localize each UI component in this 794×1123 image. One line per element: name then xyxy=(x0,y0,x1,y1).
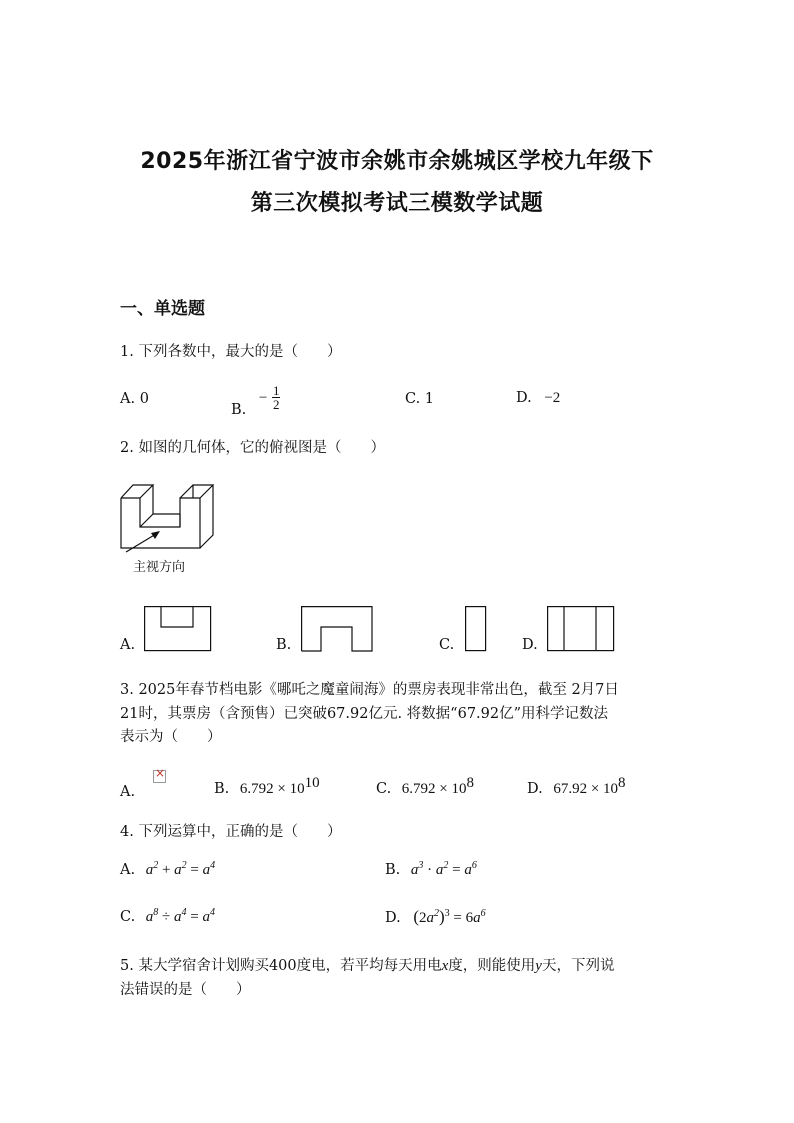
section-heading: 一、单选题 xyxy=(120,299,205,319)
q3-option-b-label: B. xyxy=(214,781,230,797)
q4-option-c xyxy=(120,907,215,926)
q2-figure-caption: 主视方向 xyxy=(133,560,186,575)
q1-option-d-label: D. xyxy=(516,390,532,406)
q1-option-b-label: B. xyxy=(231,401,247,418)
fraction-denominator: 2 xyxy=(272,397,280,412)
q1-option-b-sign: − xyxy=(258,389,268,406)
q1-option-c: C. 1 xyxy=(405,391,435,407)
q4-option-c-expression: $a^8 \div a^4 = a^4$ xyxy=(145,907,215,925)
q5-variable-y: y xyxy=(535,958,542,974)
q3-option-c-base: 6.792 × 10 xyxy=(401,781,467,797)
q4-option-b xyxy=(385,860,477,879)
arrow-icon xyxy=(126,531,160,552)
question-5-line-2: 法错误的是（ ） xyxy=(120,982,251,998)
q5-text-part-3: 天，下列说 xyxy=(541,958,615,974)
q4-option-d-label: D. xyxy=(385,910,401,926)
q3-option-d-label: D. xyxy=(527,781,543,797)
q5-text-part-2: 度，则能使用 xyxy=(448,958,536,974)
q2-option-b-view xyxy=(301,606,373,652)
q5-variable-x: x xyxy=(441,958,449,974)
q1-option-b xyxy=(231,383,280,418)
q4-option-d xyxy=(385,907,486,927)
q3-option-d xyxy=(527,775,626,798)
broken-image-icon xyxy=(153,770,166,783)
q5-text-part-1: 5. 某大学宿舍计划购买400度电，若平均每天用电 xyxy=(120,958,442,974)
q3-option-d-exponent: 8 xyxy=(618,775,626,791)
title-line-2: 第三次模拟考试三模数学试题 xyxy=(250,191,544,216)
q3-option-b-base: 6.792 × 10 xyxy=(239,781,305,797)
q2-option-a-label: A. xyxy=(120,637,136,653)
q3-option-c-label: C. xyxy=(376,781,392,797)
q4-option-c-label: C. xyxy=(120,909,136,925)
q4-option-d-expression: $(2a^2)^3 = 6a^6$ xyxy=(413,907,486,926)
question-4-stem: 4. 下列运算中，正确的是（ ） xyxy=(120,824,342,840)
question-3-line-1: 3. 2025年春节档电影《哪吒之魔童闹海》的票房表现非常出色，截至 2月7日 xyxy=(120,682,619,698)
q1-option-d xyxy=(516,390,560,407)
q3-option-b xyxy=(214,775,320,798)
title-line-1: 2025年浙江省宁波市余姚市余姚城区学校九年级下 xyxy=(140,149,654,174)
q2-option-c-view xyxy=(465,606,487,652)
q2-option-d-label: D. xyxy=(522,637,538,653)
q3-option-c-exponent: 8 xyxy=(466,775,475,791)
q1-option-d-value: −2 xyxy=(544,390,561,406)
q2-option-d-view xyxy=(547,606,615,652)
q1-option-b-fraction xyxy=(272,384,281,411)
question-3-line-3: 表示为（ ） xyxy=(120,729,222,745)
question-3-line-2: 21时，其票房（含预售）已突破67.92亿元. 将数据“67.92亿”用科学记数法 xyxy=(120,706,609,722)
q2-solid-figure xyxy=(118,480,218,560)
q3-option-c xyxy=(376,775,474,798)
q1-option-a: A. 0 xyxy=(120,391,149,407)
fraction-numerator: 1 xyxy=(272,383,280,398)
q3-option-d-base: 67.92 × 10 xyxy=(553,781,619,797)
question-2-stem: 2. 如图的几何体，它的俯视图是（ ） xyxy=(120,440,385,456)
q2-option-c-label: C. xyxy=(439,637,455,653)
q4-option-a xyxy=(120,860,215,879)
q3-option-a-label: A. xyxy=(120,784,136,800)
q4-option-a-label: A. xyxy=(120,862,136,878)
q4-option-b-expression: $a^3 \cdot a^2 = a^6$ xyxy=(410,860,477,878)
q4-option-b-label: B. xyxy=(385,862,401,878)
q2-option-a-view xyxy=(144,606,212,652)
question-1-stem: 1. 下列各数中，最大的是（ ） xyxy=(120,344,342,360)
question-5-line-1 xyxy=(120,953,614,979)
q2-option-b-label: B. xyxy=(276,637,292,653)
q3-option-a-image xyxy=(153,770,166,790)
q3-option-b-exponent: 10 xyxy=(304,775,320,791)
q4-option-a-expression: $a^2 + a^2 = a^4$ xyxy=(145,860,216,878)
